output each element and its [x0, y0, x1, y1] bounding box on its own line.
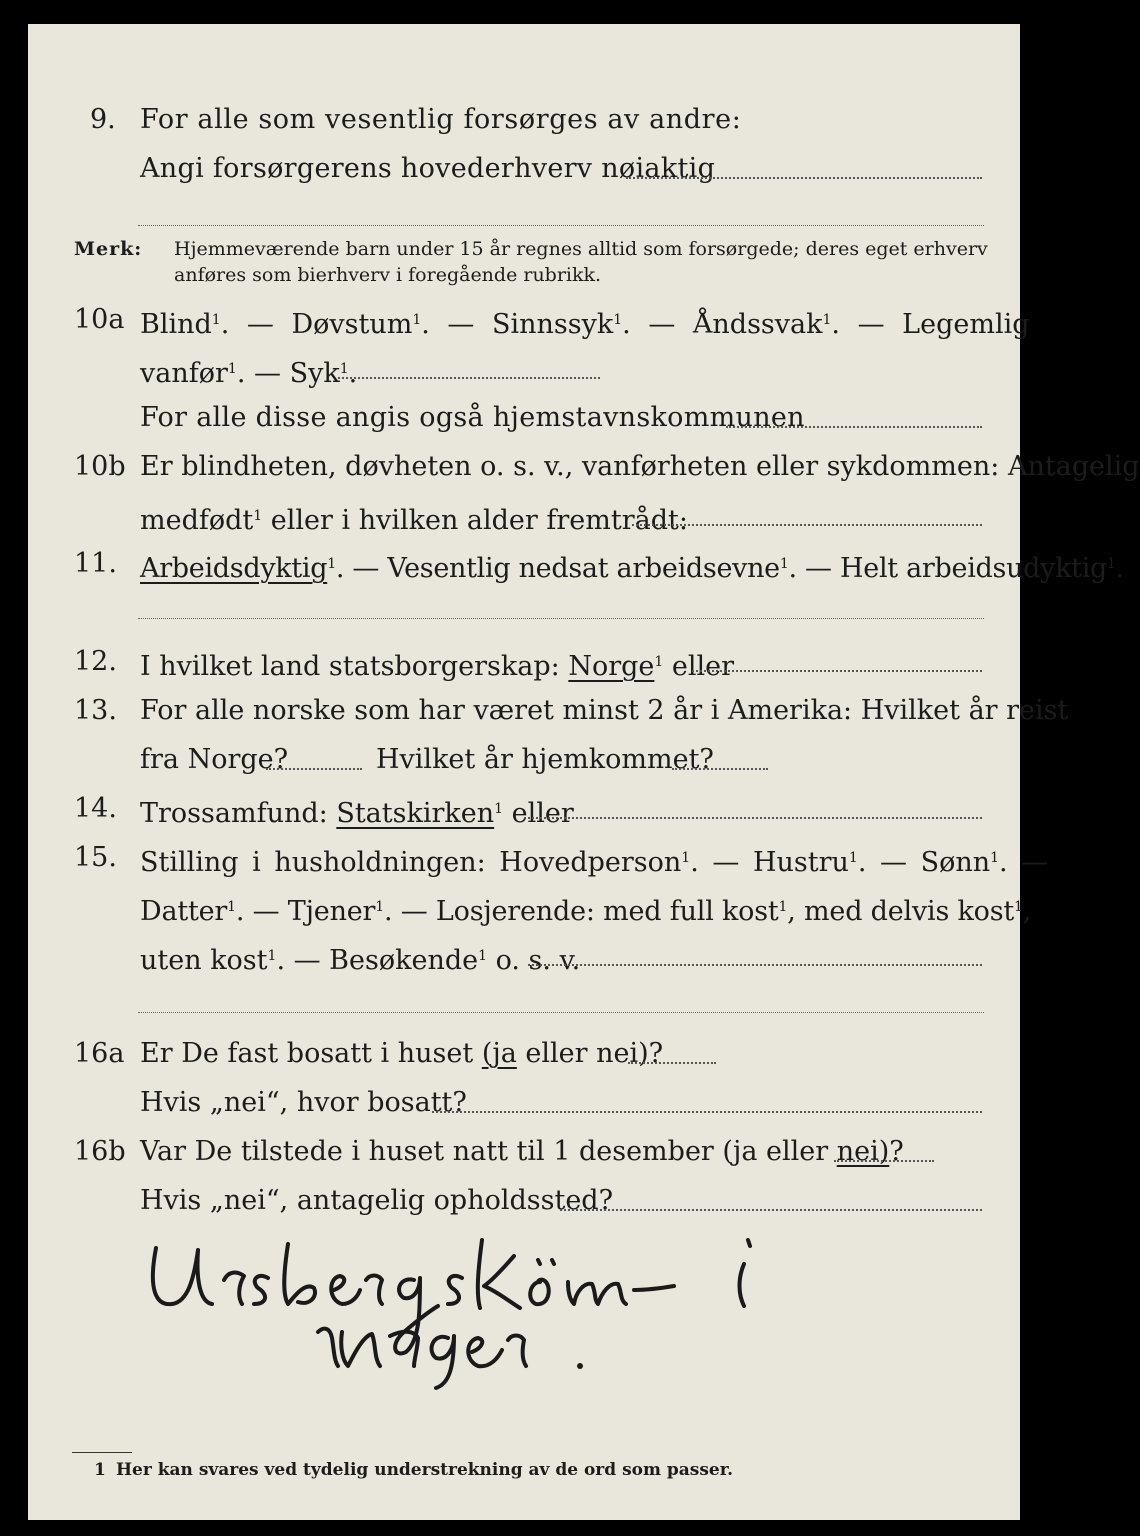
- footnote-separator: [72, 1452, 132, 1453]
- q14-line: Trossamfund: Statskirken$^1$ eller: [140, 798, 574, 829]
- q12-number: 12.: [74, 646, 117, 677]
- q16b-answer-line: [834, 1160, 934, 1162]
- q13-reist-label: fra Norge?: [140, 744, 289, 775]
- q16a-answer-line: [628, 1062, 716, 1064]
- footnote-text: Her kan svares ved tydelig understrekning av de ord som passer.: [116, 1460, 734, 1480]
- q9-extra-line: [138, 225, 984, 226]
- q14-answer-line: [524, 817, 982, 819]
- q10a-hjemstavn-answer-line: [726, 426, 982, 428]
- q9-number: 9.: [90, 104, 116, 135]
- q10b-line2: medfødt$^1$ eller i hvilken alder fremtrådt:: [140, 505, 688, 536]
- q12-answer-line: [692, 670, 982, 672]
- q13-number: 13.: [74, 695, 117, 726]
- q10a-number: 10a: [74, 304, 125, 335]
- q10b-line1: Er blindheten, døvheten o. s. v., vanførheten eller sykdommen: Antagelig: [140, 451, 1140, 482]
- q10a-line1: Blind$^1$. — Døvstum$^1$. — Sinnssyk$^1$. — Åndssvak$^1$. — Legemlig: [140, 309, 1030, 340]
- q12-line: I hvilket land statsborgerskap: Norge$^1$ eller: [140, 651, 735, 682]
- q15-number: 15.: [74, 842, 117, 873]
- q16a-number: 16a: [74, 1038, 125, 1069]
- q13-reist-answer-line: [266, 768, 362, 770]
- q10a-syk-answer-line: [338, 377, 600, 379]
- q11-extra-line: [138, 618, 984, 619]
- q9-line2: Angi forsørgerens hovederhverv nøiaktig: [140, 153, 716, 184]
- footnote-mark: 1: [94, 1460, 106, 1480]
- q9-line1: For alle som vesentlig forsørges av andre:: [140, 104, 742, 135]
- census-form-page: [28, 24, 1140, 1520]
- q10a-line2: vanfør$^1$. — Syk$^1$.: [140, 358, 358, 389]
- q16b-number: 16b: [74, 1136, 126, 1167]
- q10b-answer-line: [632, 524, 982, 526]
- q13-hjemkommet-label: Hvilket år hjemkommet?: [376, 744, 714, 775]
- q9-answer-line: [626, 177, 982, 179]
- q15-line3: uten kost$^1$. — Besøkende$^1$ o. s. v.: [140, 945, 581, 976]
- q14-number: 14.: [74, 793, 117, 824]
- q13-line1: For alle norske som har været minst 2 år i Amerika: Hvilket år reist: [140, 695, 1069, 726]
- q16b-line2: Hvis „nei“, antagelig opholdssted?: [140, 1185, 614, 1216]
- q15-line2: Datter$^1$. — Tjener$^1$. — Losjerende: med full kost$^1$, med delvis kost$^1$,: [140, 896, 1032, 927]
- merk-line1: Hjemmeværende barn under 15 år regnes alltid som forsørgede; deres eget erhverv: [174, 238, 988, 260]
- q16b-opholdssted-answer-line: [560, 1209, 982, 1211]
- q11-number: 11.: [74, 548, 117, 579]
- q10a-line3: For alle disse angis også hjemstavnskommunen: [140, 402, 805, 433]
- q16b-line1: Var De tilstede i huset natt til 1 desember (ja eller nei)?: [140, 1136, 904, 1167]
- q11-line: Arbeidsdyktig$^1$. — Vesentlig nedsat arbeidsevne$^1$. — Helt arbeidsudyktig$^1$.: [140, 553, 1124, 584]
- q15-line1: Stilling i husholdningen: Hovedperson$^1$. — Hustru$^1$. — Sønn$^1$. —: [140, 847, 1049, 878]
- q16a-bosatt-answer-line: [432, 1111, 982, 1113]
- merk-line2: anføres som bierhverv i foregående rubrikk.: [174, 264, 602, 286]
- merk-label: Merk:: [74, 238, 143, 260]
- q16a-line2: Hvis „nei“, hvor bosatt?: [140, 1087, 467, 1118]
- q13-hjemkommet-answer-line: [672, 768, 768, 770]
- q10b-number: 10b: [74, 451, 126, 482]
- handwritten-answer: [128, 1220, 828, 1380]
- q15-answer-line: [528, 964, 982, 966]
- q16a-line1: Er De fast bosatt i huset (ja eller nei)?: [140, 1038, 664, 1069]
- q15-extra-line: [138, 1012, 984, 1013]
